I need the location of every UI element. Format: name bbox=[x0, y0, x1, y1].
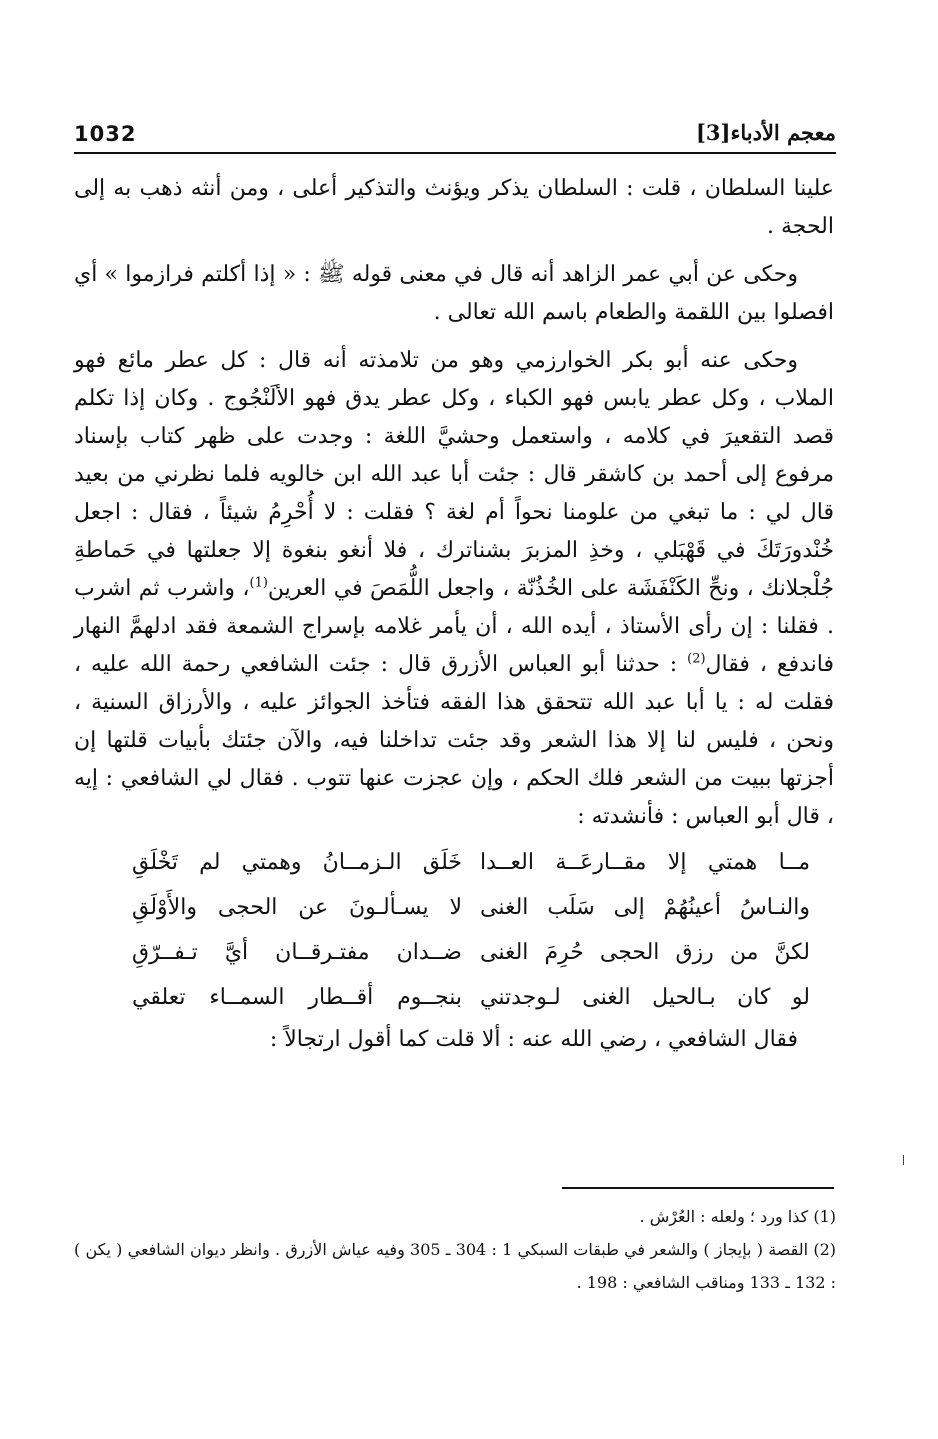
header-divider bbox=[74, 152, 836, 154]
footnotes bbox=[74, 1200, 836, 1299]
paragraph-3-part-a: وحكى عنه أبو بكر الخوارزمي وهو من تلامذته أنه قال : كل عطر مائع فهو الملاب ، وكل عطر يابس فهو الكباء ، وكل عطر يدق فهو الألَنْجُوج . وكان إذا تكلم قصد التقعيرَ في كلامه ، واستعمل وحشيَّ اللغة : وجدت على ظهر كتاب بإسناد مرفوع إلى أحمد بن كاشقر قال : جئت أبا عبد الله ابن خالويه فلما نظرني من بعيد قال لي : ما تبغي من علومنا نحواً أم لغة ؟ فقلت : لا أُحْرِمُ شيئاً ، فقال : اجعل خُنْدورَتَكَ في قَهْبَلي ، وخذِ المزبرَ بشناترك ، فلا أنغو بنغوة إلا جعلتها في حَماطةِ جُلْجلانك ، ونحِّ الكَنْفَشَة على الخُذُنّة ، واجعل اللُّمَصَ في العرين bbox=[74, 348, 834, 601]
verse-line bbox=[132, 885, 810, 930]
verse-hemistich-right: لو كان بـالحيل الغنى لـوجدتني bbox=[480, 985, 810, 1010]
page-number: 1032 bbox=[74, 122, 137, 146]
paragraph-3-part-c: : حدثنا أبو العباس الأزرق قال : جئت الشافعي رحمة الله عليه ، فقلت له : يا أبا عبد الله تتحقق هذا الفقه فتأخذ الجوائز عليه ، والأرزاق السنية ، ونحن ، فليس لنا إلا هذا الشعر وقد جئت تداخلنا فيه، والآن جئتك بأبيات قلتها إن أجزتها ببيت من الشعر فلك الحكم ، وإن عجزت عنها تتوب . فقال لي الشافعي : إيه ، قال أبو العباس : فأنشدته : bbox=[74, 652, 834, 829]
footnote-1: (1) كذا ورد ؛ ولعله : العُرْش . bbox=[639, 1207, 836, 1226]
verse-hemistich-left: بنجــوم أقــطار السمــاء تعلقي bbox=[132, 985, 462, 1010]
footnote-ref-2[interactable]: (2) bbox=[687, 651, 706, 667]
main-text bbox=[74, 170, 834, 1060]
verse-hemistich-right: لكنَّ من رزق الحجى حُرِمَ الغنى bbox=[480, 940, 810, 965]
footnote-divider bbox=[562, 1187, 834, 1189]
running-title: معجم الأدباء[3] bbox=[695, 120, 836, 145]
closing-line: فقال الشافعي ، رضي الله عنه : ألا قلت كما أقول ارتجالاً : bbox=[269, 1027, 798, 1052]
verse-line bbox=[132, 930, 810, 975]
verse-hemistich-left: ضــدان مفتـرقــان أيَّ تـفــرّقِ bbox=[132, 940, 462, 965]
verse-hemistich-right: والنـاسُ أعينُهُمْ إلى سَلَب الغنى bbox=[480, 895, 810, 920]
verse-hemistich-right: مــا همتي إلا مقــارعَــة العــدا bbox=[480, 850, 810, 875]
page-header bbox=[74, 116, 836, 152]
paragraph-2: وحكى عن أبي عمر الزاهد أنه قال في معنى قوله ﷺ : « إذا أكلتم فرازموا » أي افصلوا بين اللقمة والطعام باسم الله تعالى . bbox=[74, 262, 834, 325]
verse-line bbox=[132, 975, 810, 1020]
poem bbox=[132, 840, 810, 1020]
paragraph-3-part-b: ، واشرب ثم اشرب . فقلنا : إن رأى الأستاذ ، أيده الله ، أن يأمر غلامه بإسراج الشمعة فقد ادلهمَّ النهار فاندفع ، فقال bbox=[74, 576, 834, 677]
margin-mark bbox=[903, 1155, 904, 1165]
footnote-2: (2) القصة ( بإيجاز ) والشعر في طبقات السبكي 1 : 304 ـ 305 وفيه عياش الأزرق . وانظر ديوان الشافعي ( يكن ) : 132 ـ 133 ومناقب الشافعي : 198 . bbox=[74, 1240, 836, 1292]
verse-hemistich-left: لا يسـألـونَ عن الحجى والأَوْلَقِ bbox=[132, 895, 462, 920]
verse-hemistich-left: خَلَق الـزمــانُ وهمتي لم تَخْلَقِ bbox=[132, 850, 462, 875]
verse-line bbox=[132, 840, 810, 885]
paragraph-1: علينا السلطان ، قلت : السلطان يذكر ويؤنث والتذكير أعلى ، ومن أنثه ذهب به إلى الحجة . bbox=[74, 176, 834, 239]
paragraph-3 bbox=[74, 342, 834, 836]
footnote-ref-1[interactable]: (1) bbox=[249, 575, 268, 591]
